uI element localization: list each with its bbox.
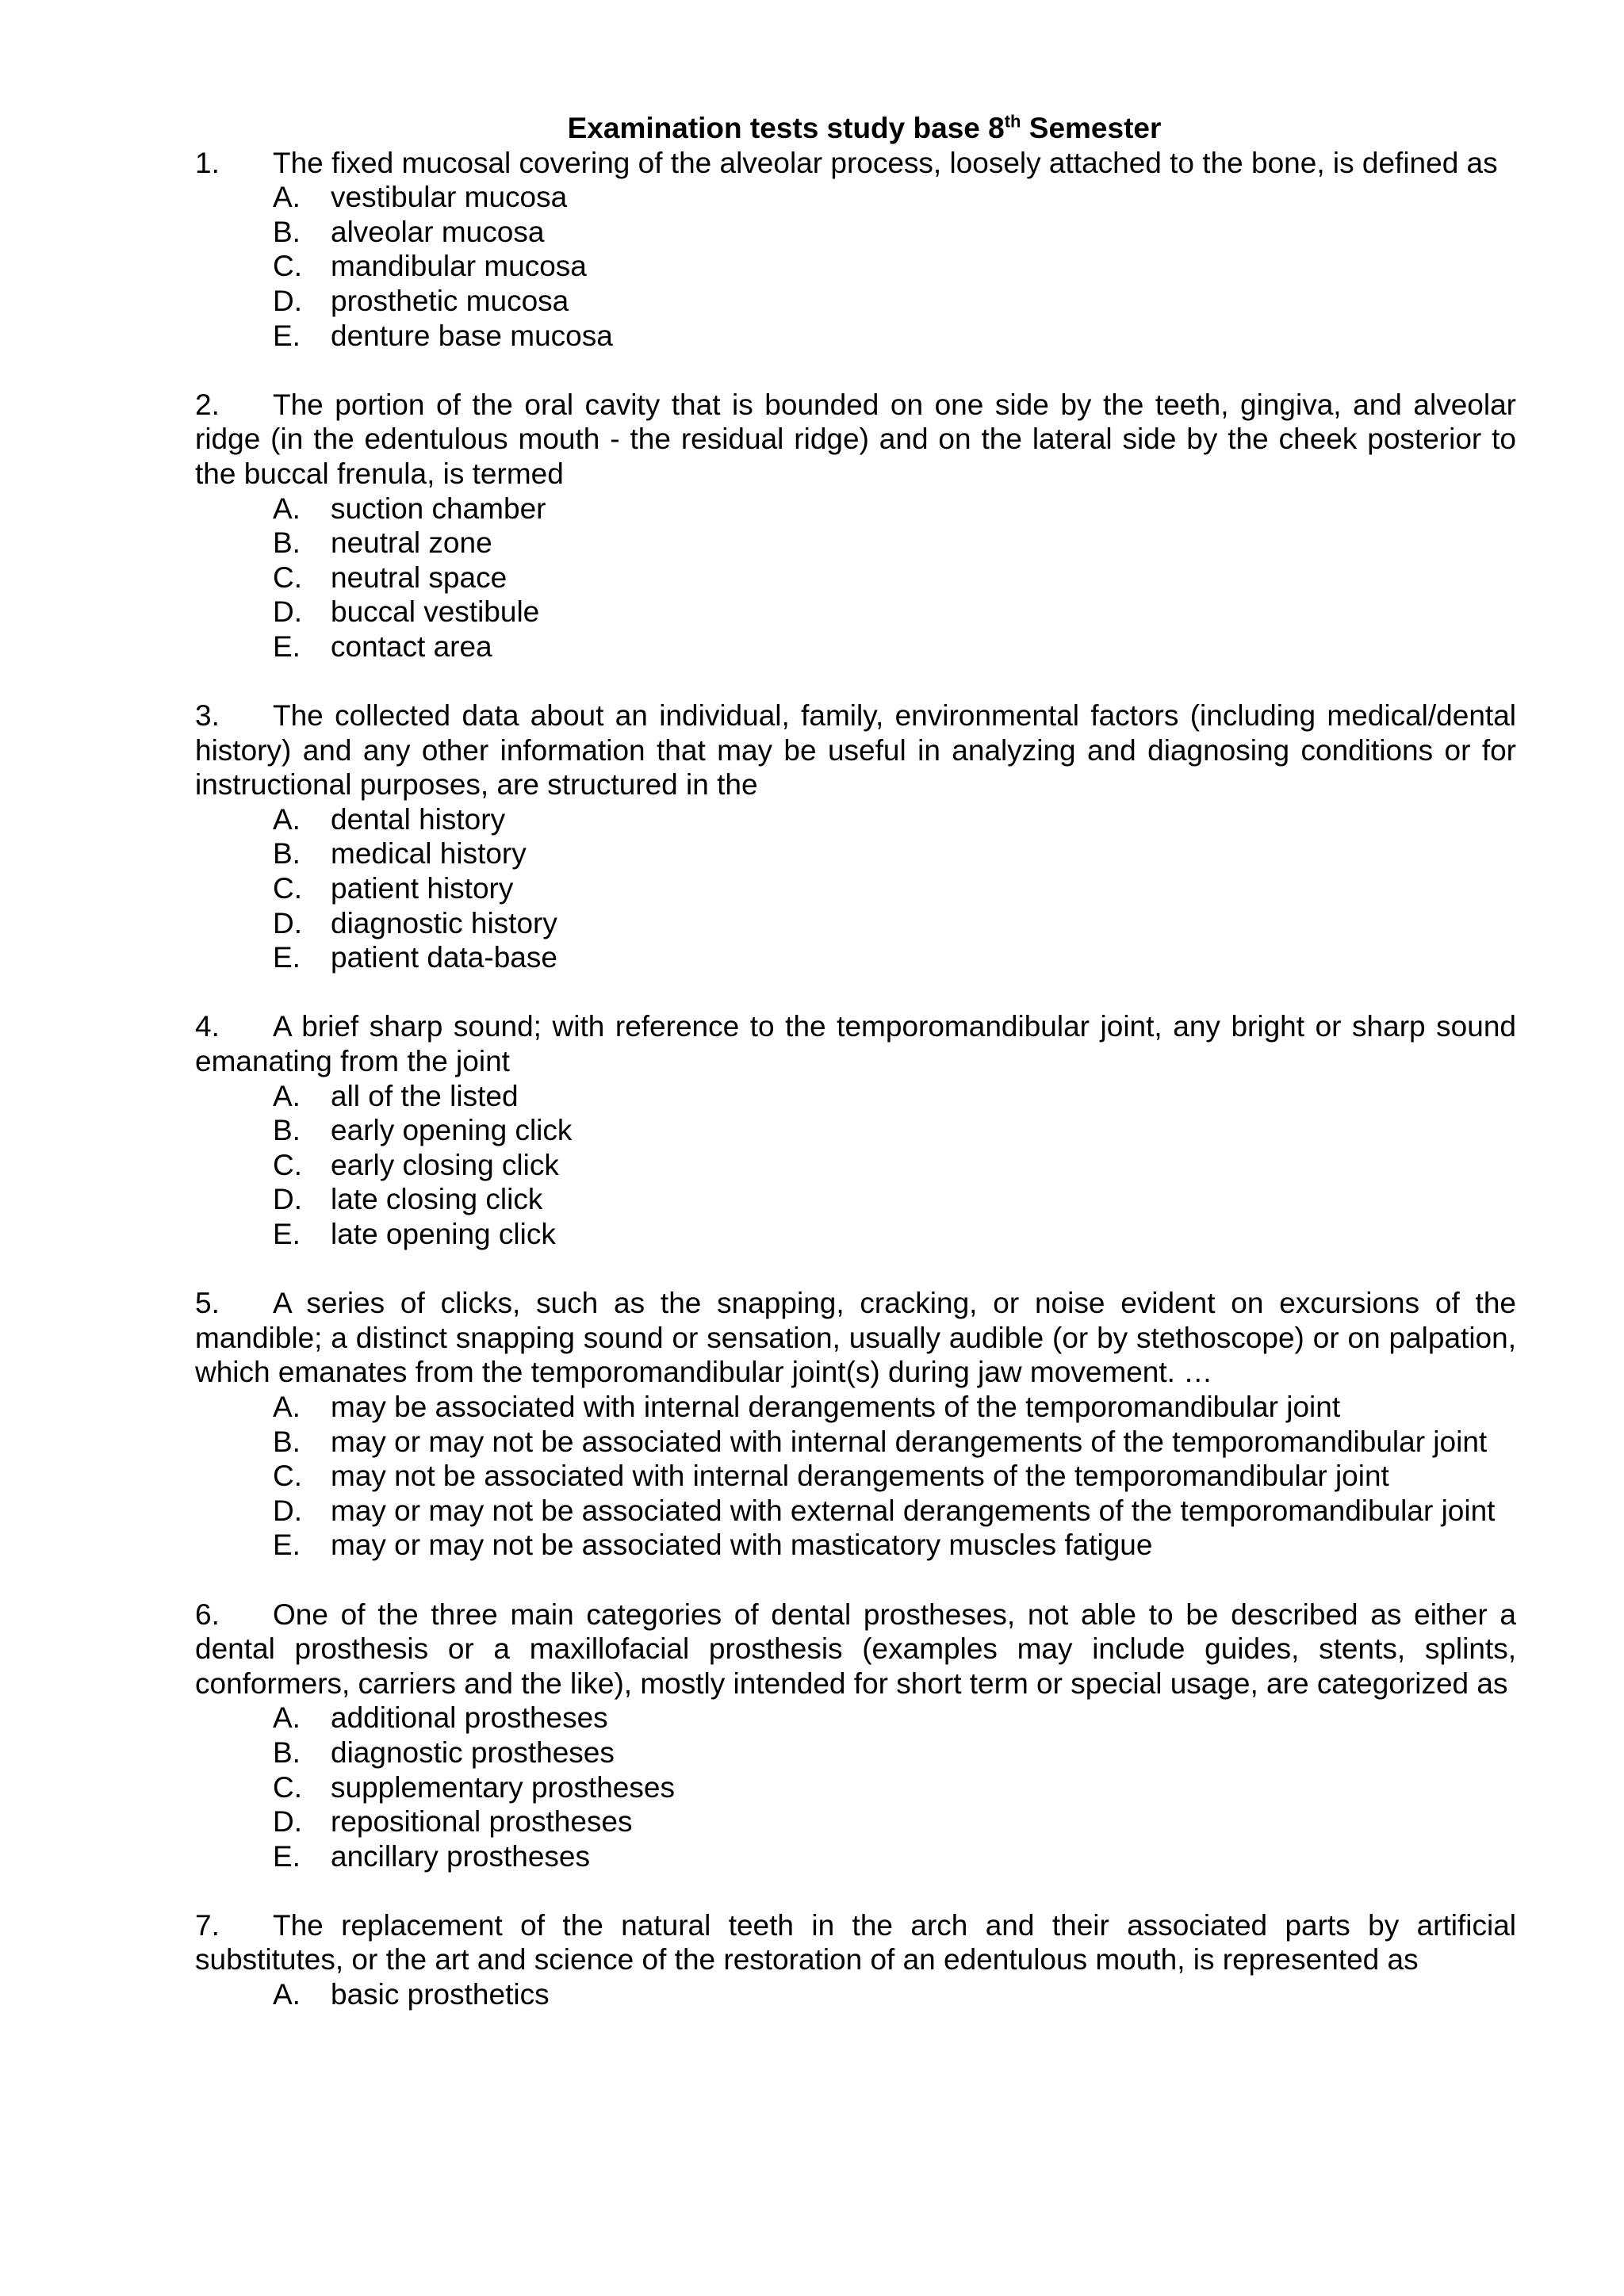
question-text: The portion of the oral cavity that is bounded on one side by the teeth, gingiva, and alveolar ridge (in the edentulous mouth - the residual ridge) and on the lateral side by the cheek posterior to the buccal frenula, is termed <box>195 388 1516 490</box>
answer-option <box>195 629 1516 664</box>
answer-option <box>195 215 1516 250</box>
question-text: The replacement of the natural teeth in the arch and their associated parts by artificial substitutes, or the art and science of the restoration of an edentulous mouth, is represented as <box>195 1908 1516 1976</box>
question-4 <box>195 1009 1516 1251</box>
option-text: supplementary prostheses <box>331 1770 675 1804</box>
question-number: 1. <box>195 146 220 179</box>
question-number: 6. <box>195 1598 220 1631</box>
option-text: buccal vestibule <box>331 595 540 629</box>
answer-option <box>195 1804 1516 1839</box>
answer-option <box>195 1113 1516 1148</box>
question-7 <box>195 1908 1516 2012</box>
question-text: The fixed mucosal covering of the alveolar process, loosely attached to the bone, is defined as <box>273 146 1498 179</box>
option-label: B. <box>273 1114 301 1147</box>
option-text: patient history <box>331 872 514 905</box>
option-text: additional prostheses <box>331 1701 608 1735</box>
document-page <box>195 111 1516 2046</box>
option-text: ancillary prostheses <box>331 1839 590 1873</box>
answer-option <box>195 1217 1516 1252</box>
option-label: A. <box>273 1701 301 1735</box>
option-label: C. <box>273 561 302 594</box>
option-text: all of the listed <box>331 1079 519 1112</box>
answer-option <box>195 1977 1516 2012</box>
answer-options <box>195 1390 1516 1563</box>
option-text: diagnostic prostheses <box>331 1735 615 1769</box>
option-label: D. <box>273 1183 302 1216</box>
answer-option <box>195 1528 1516 1563</box>
option-text: late opening click <box>331 1218 556 1250</box>
question-number: 4. <box>195 1010 220 1043</box>
option-label: E. <box>273 1839 301 1873</box>
option-text: mandibular mucosa <box>331 250 587 283</box>
answer-option <box>195 1390 1516 1425</box>
question-stem <box>195 388 1516 492</box>
answer-option <box>195 249 1516 284</box>
question-5 <box>195 1286 1516 1563</box>
title-end: Semester <box>1021 112 1162 144</box>
option-label: B. <box>273 1735 301 1769</box>
option-label: A. <box>273 1978 301 2011</box>
option-label: B. <box>273 215 301 248</box>
option-text: patient data-base <box>331 941 557 974</box>
option-label: E. <box>273 629 301 663</box>
answer-option <box>195 1079 1516 1114</box>
option-label: A. <box>273 1079 301 1112</box>
option-text: may or may not be associated with internal derangements of the temporomandibular joint <box>331 1425 1488 1458</box>
answer-option <box>195 906 1516 941</box>
question-stem <box>195 1598 1516 1701</box>
answer-options <box>195 802 1516 975</box>
option-label: D. <box>273 284 302 317</box>
option-text: prosthetic mucosa <box>331 284 569 317</box>
option-text: basic prosthetics <box>331 1978 550 2011</box>
answer-option <box>195 595 1516 629</box>
option-label: D. <box>273 906 302 939</box>
option-label: A. <box>273 1390 301 1423</box>
answer-option <box>195 180 1516 215</box>
answer-option <box>195 561 1516 595</box>
answer-option <box>195 1770 1516 1805</box>
option-label: C. <box>273 250 302 283</box>
answer-options <box>195 1701 1516 1873</box>
answer-option <box>195 1182 1516 1217</box>
question-1 <box>195 146 1516 354</box>
answer-option <box>195 1148 1516 1183</box>
option-text: may or may not be associated with external derangements of the temporomandibular joint <box>331 1494 1496 1527</box>
answer-options <box>195 180 1516 353</box>
option-text: may not be associated with internal derangements of the temporomandibular joint <box>331 1460 1389 1493</box>
document-title <box>195 111 1516 146</box>
option-text: dental history <box>331 802 506 836</box>
question-stem <box>195 146 1516 181</box>
question-number: 2. <box>195 388 220 421</box>
question-stem <box>195 698 1516 802</box>
question-text: The collected data about an individual, family, environmental factors (including medical/dental history) and any other information that may be useful in analyzing and diagnosing conditions or for instructional purposes, are structured in the <box>195 699 1516 802</box>
answer-options <box>195 1079 1516 1252</box>
option-text: alveolar mucosa <box>331 215 545 248</box>
question-text: A brief sharp sound; with reference to the temporomandibular joint, any bright or sharp sound emanating from the joint <box>195 1010 1516 1078</box>
question-stem <box>195 1286 1516 1390</box>
option-label: B. <box>273 837 301 871</box>
question-6 <box>195 1598 1516 1874</box>
option-text: may or may not be associated with masticatory muscles fatigue <box>331 1529 1153 1562</box>
option-text: late closing click <box>331 1183 543 1216</box>
question-2 <box>195 388 1516 664</box>
answer-option <box>195 284 1516 319</box>
question-stem <box>195 1009 1516 1078</box>
answer-option <box>195 1425 1516 1460</box>
answer-option <box>195 319 1516 354</box>
question-text: One of the three main categories of dental prostheses, not able to be described as either a dental prosthesis or a maxillofacial prosthesis (examples may include guides, stents, splints, conformers, carriers and the like), mostly intended for short term or special usage, are categorized as <box>195 1598 1516 1700</box>
question-list <box>195 146 1516 2012</box>
option-label: A. <box>273 181 301 214</box>
answer-option <box>195 492 1516 526</box>
answer-option <box>195 526 1516 561</box>
option-label: A. <box>273 802 301 836</box>
question-stem <box>195 1908 1516 1977</box>
answer-option <box>195 802 1516 837</box>
option-label: D. <box>273 595 302 629</box>
option-text: denture base mucosa <box>331 319 613 352</box>
answer-option <box>195 1839 1516 1874</box>
option-text: neutral zone <box>331 526 492 560</box>
option-label: C. <box>273 1460 302 1493</box>
answer-options <box>195 492 1516 664</box>
option-label: B. <box>273 526 301 560</box>
option-label: E. <box>273 1218 301 1250</box>
option-label: C. <box>273 1770 302 1804</box>
title-main: Examination tests study base 8 <box>567 112 1005 144</box>
option-text: diagnostic history <box>331 906 557 939</box>
option-text: repositional prostheses <box>331 1805 633 1839</box>
option-label: D. <box>273 1805 302 1839</box>
option-label: B. <box>273 1425 301 1458</box>
option-text: contact area <box>331 629 492 663</box>
option-text: may be associated with internal derangements of the temporomandibular joint <box>331 1390 1341 1423</box>
option-text: vestibular mucosa <box>331 181 568 214</box>
option-text: suction chamber <box>331 492 546 525</box>
option-label: C. <box>273 872 302 905</box>
option-text: early closing click <box>331 1148 559 1181</box>
answer-option <box>195 871 1516 906</box>
answer-option <box>195 836 1516 871</box>
question-3 <box>195 698 1516 975</box>
option-label: A. <box>273 492 301 525</box>
question-number: 3. <box>195 699 220 733</box>
option-label: E. <box>273 319 301 352</box>
option-text: neutral space <box>331 561 508 594</box>
option-text: early opening click <box>331 1114 573 1147</box>
option-label: C. <box>273 1148 302 1181</box>
option-text: medical history <box>331 837 527 871</box>
answer-option <box>195 1735 1516 1770</box>
question-number: 5. <box>195 1287 220 1320</box>
title-superscript: th <box>1004 111 1021 132</box>
answer-option <box>195 1701 1516 1735</box>
answer-option <box>195 1459 1516 1494</box>
option-label: E. <box>273 1529 301 1562</box>
answer-option <box>195 1494 1516 1529</box>
option-label: E. <box>273 941 301 974</box>
option-label: D. <box>273 1494 302 1527</box>
answer-options <box>195 1977 1516 2012</box>
question-number: 7. <box>195 1908 220 1942</box>
answer-option <box>195 940 1516 975</box>
question-text: A series of clicks, such as the snapping, cracking, or noise evident on excursions of the mandible; a distinct snapping sound or sensation, usually audible (or by stethoscope) or on palpation, which emanates from the temporomandibular joint(s) during jaw movement. … <box>195 1287 1516 1389</box>
